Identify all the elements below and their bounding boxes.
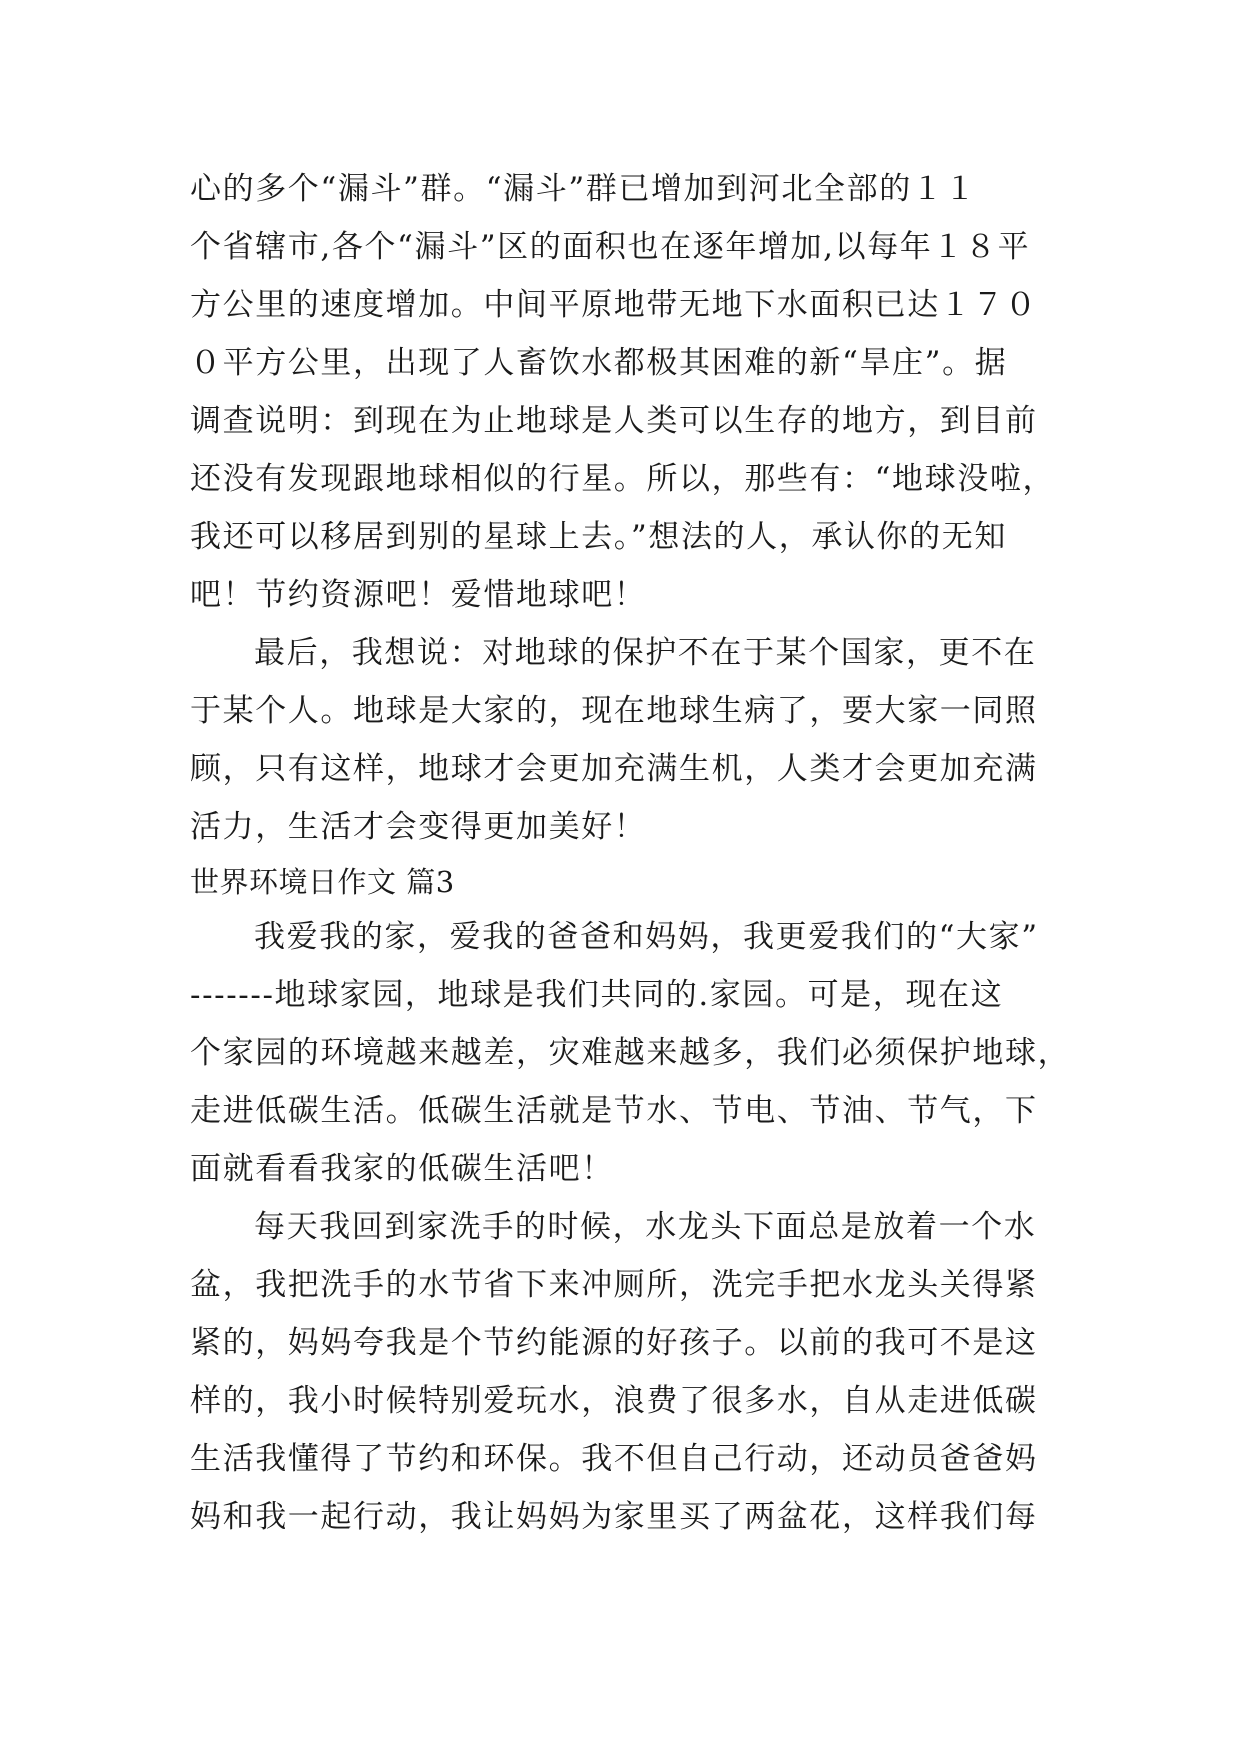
- paragraph-line: 面就看看我家的低碳生活吧！: [190, 1151, 614, 1187]
- paragraph-line: 吧！节约资源吧！爱惜地球吧！: [190, 577, 647, 613]
- paragraph-line: 每天我回到家洗手的时候，水龙头下面总是放着一个水: [254, 1209, 1037, 1245]
- paragraph-line: 个家园的环境越来越差，灾难越来越多，我们必须保护地球，: [190, 1035, 1071, 1071]
- paragraph-line: 我爱我的家，爱我的爸爸和妈妈，我更爱我们的“大家”: [254, 919, 1039, 955]
- paragraph-line: 心的多个“漏斗”群。“漏斗”群已增加到河北全部的１１: [190, 171, 977, 207]
- paragraph-line: 还没有发现跟地球相似的行星。所以，那些有：“地球没啦，: [190, 461, 1056, 497]
- paragraph-line: 顾，只有这样，地球才会更加充满生机，人类才会更加充满: [190, 751, 1038, 787]
- document-body: [190, 160, 1071, 1546]
- paragraph-line: 个省辖市,各个“漏斗”区的面积也在逐年增加,以每年１８平: [190, 229, 1031, 265]
- paragraph-line: 紧的，妈妈夸我是个节约能源的好孩子。以前的我可不是这: [190, 1325, 1038, 1361]
- paragraph-line: 活力，生活才会变得更加美好！: [190, 809, 647, 845]
- paragraph-line: 走进低碳生活。低碳生活就是节水、节电、节油、节气，下: [190, 1093, 1038, 1129]
- paragraph-line: -------地球家园，地球是我们共同的.家园。可是，现在这: [190, 977, 1004, 1013]
- paragraph-line: ０平方公里，出现了人畜饮水都极其困难的新“旱庄”。据: [190, 345, 1008, 381]
- section-heading: 世界环境日作文 篇3: [190, 865, 455, 899]
- paragraph-line: 生活我懂得了节约和环保。我不但自己行动，还动员爸爸妈: [190, 1441, 1038, 1477]
- paragraph-line: 妈和我一起行动，我让妈妈为家里买了两盆花，这样我们每: [190, 1499, 1038, 1535]
- paragraph-line: 方公里的速度增加。中间平原地带无地下水面积已达１７０: [190, 287, 1038, 323]
- paragraph-line: 于某个人。地球是大家的，现在地球生病了，要大家一同照: [190, 693, 1038, 729]
- paragraph-line: 盆，我把洗手的水节省下来冲厕所，洗完手把水龙头关得紧: [190, 1267, 1038, 1303]
- paragraph-line: 样的，我小时候特别爱玩水，浪费了很多水，自从走进低碳: [190, 1383, 1038, 1419]
- paragraph-line: 我还可以移居到别的星球上去。”想法的人，承认你的无知: [190, 519, 1007, 555]
- paragraph-line: 调查说明：到现在为止地球是人类可以生存的地方，到目前: [190, 403, 1038, 439]
- paragraph-line: 最后，我想说：对地球的保护不在于某个国家，更不在: [254, 635, 1037, 671]
